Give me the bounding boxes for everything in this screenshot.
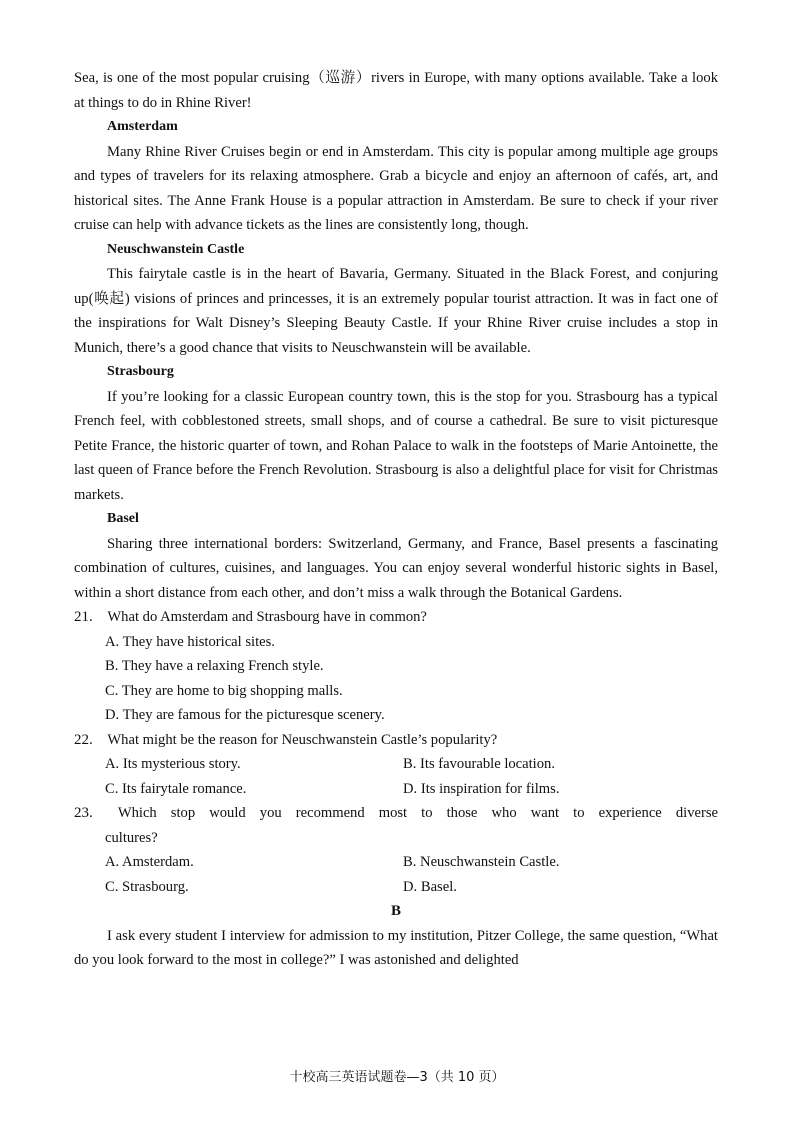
option-21-c: C. They are home to big shopping malls.: [105, 682, 343, 699]
option-row: [105, 875, 718, 900]
question-21: [74, 605, 718, 630]
heading-amsterdam: Amsterdam: [107, 119, 178, 134]
body-amsterdam: Many Rhine River Cruises begin or end in Amsterdam. This city is popular among multiple age groups and types of travelers for its relaxing atmosphere. Grab a bicycle and enjoy an afternoon of cafés, art, and historical sites. The Anne Frank House is a popular attraction in Amsterdam. Be sure to check if your river cruise can help with advance tickets as the lines are consistently long, though.: [74, 143, 718, 233]
page-footer: 十校高三英语试题卷—3（共 10 页）: [289, 1070, 505, 1085]
option-22-d: D. Its inspiration for films.: [403, 780, 560, 797]
question-text: Which stop would you recommend most to those who want to experience diverse: [117, 805, 719, 821]
option-row: [105, 850, 718, 875]
options-21: [74, 630, 718, 728]
option-row: [105, 752, 718, 777]
question-number: 22.: [74, 731, 93, 748]
question-text: What might be the reason for Neuschwanstein Castle’s popularity?: [107, 731, 498, 748]
option-23-d: D. Basel.: [403, 878, 457, 895]
body-neuschwanstein: This fairytale castle is in the heart of Bavaria, Germany. Situated in the Black Forest, and conjuring up(唤起) visions of princes and princesses, it is an extremely popular tourist attraction. It was in fact one of the inspirations for Walt Disney’s Sleeping Beauty Castle. If your Rhine River cruise includes a stop in Munich, there’s a good chance that visits to Neuschwanstein will be available.: [74, 266, 718, 356]
option-22-c: C. Its fairytale romance.: [105, 780, 247, 797]
section-b-body: I ask every student I interview for admission to my institution, Pitzer College, the same question, “What do you look forward to the most in college?” I was astonished and delighted: [74, 927, 718, 968]
option-21-d: D. They are famous for the picturesque scenery.: [105, 707, 385, 723]
heading-strasbourg: Strasbourg: [107, 364, 174, 379]
body-basel: Sharing three international borders: Switzerland, Germany, and France, Basel presents a fascinating combination of cultures, cuisines, and languages. You can enjoy several wonderful historic sights in Basel, within a short distance from each other, and don’t miss a walk through the Botanical Gardens.: [74, 535, 718, 601]
option-21-a: A. They have historical sites.: [105, 633, 275, 650]
question-text-continued: cultures?: [105, 829, 158, 846]
options-23: [74, 850, 718, 899]
question-23: [74, 801, 718, 826]
option-row: [105, 777, 718, 802]
option-23-a: A. Amsterdam.: [105, 854, 194, 870]
heading-basel: Basel: [107, 511, 139, 526]
section-b-label: B: [390, 903, 401, 919]
heading-neuschwanstein: Neuschwanstein Castle: [107, 241, 245, 257]
question-number: 23.: [74, 805, 93, 821]
option-22-a: A. Its mysterious story.: [105, 756, 241, 772]
passage-a-intro: Sea, is one of the most popular cruising（巡游）rivers in Europe, with many options available. Take a look at things to do in Rhine River!: [74, 70, 718, 111]
option-21-b: B. They have a relaxing French style.: [105, 658, 324, 674]
question-text: What do Amsterdam and Strasbourg have in common?: [107, 609, 427, 625]
question-22: [74, 728, 718, 753]
option-22-b: B. Its favourable location.: [403, 756, 555, 772]
question-number: 21.: [74, 609, 93, 625]
option-23-c: C. Strasbourg.: [105, 878, 189, 895]
page-content: [74, 66, 718, 973]
body-strasbourg: If you’re looking for a classic European country town, this is the stop for you. Strasbourg has a typical French feel, with cobblestoned streets, small shops, and of course a cathedral. Be sure to visit picturesque Petite France, the historic quarter of town, and Rohan Palace to walk in the footsteps of Marie Antoinette, the last queen of France before the French Revolution. Strasbourg is also a delightful place for visit for Christmas markets.: [74, 388, 718, 503]
option-23-b: B. Neuschwanstein Castle.: [403, 854, 560, 870]
options-22: [74, 752, 718, 801]
